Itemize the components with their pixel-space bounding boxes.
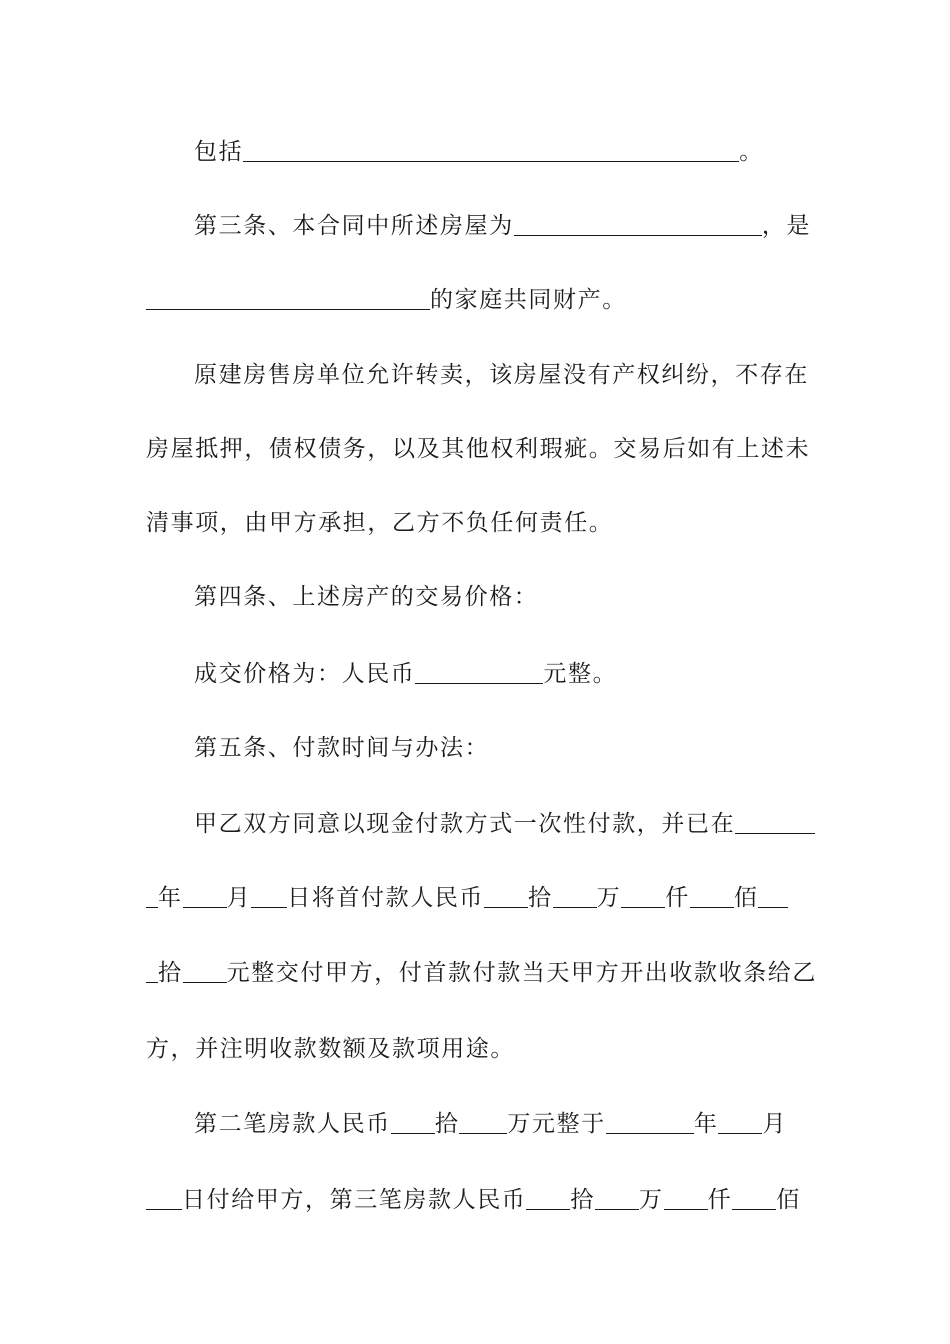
fill-in-blank [146, 981, 158, 983]
text-segment: 仟 [707, 1187, 733, 1213]
article-3-continuation [146, 280, 806, 320]
article-3-line [194, 206, 812, 246]
fill-in-blank [183, 906, 227, 908]
text-segment: 。 [739, 139, 764, 165]
text-segment: 方，并注明收款数额及款项用途。 [146, 1036, 515, 1062]
fill-in-blank [664, 1208, 708, 1210]
fill-in-blank [690, 906, 734, 908]
text-segment: 佰 [733, 885, 759, 911]
payment-date-line [146, 878, 806, 918]
text-segment: 清事项，由甲方承担，乙方不负任何责任。 [146, 510, 614, 536]
fill-in-blank [606, 1132, 694, 1134]
paragraph-line [194, 355, 809, 395]
fill-in-blank [553, 906, 597, 908]
text-segment: 第四条、上述房产的交易价格： [194, 584, 539, 610]
fill-in-blank [735, 832, 815, 834]
text-segment: 元整交付甲方，付首款付款当天甲方开出收款收条给乙 [226, 960, 818, 986]
text-segment: 万 [639, 1187, 664, 1213]
payment-line [194, 804, 806, 844]
paragraph-line [146, 1029, 806, 1069]
fill-in-blank [484, 906, 528, 908]
text-segment: 月 [226, 885, 252, 911]
payment-amount-line [146, 953, 818, 993]
fill-in-blank [621, 906, 665, 908]
fill-in-blank [146, 308, 430, 310]
text-segment: 的家庭共同财产。 [430, 287, 627, 313]
text-segment: 成交价格为：人民币 [194, 661, 416, 687]
fill-in-blank [243, 160, 739, 162]
text-segment: 拾 [158, 960, 183, 986]
text-segment: 房屋抵押，债权债务，以及其他权利瑕疵。交易后如有上述未 [146, 436, 811, 462]
third-payment-line [146, 1180, 806, 1220]
fill-in-blank [146, 906, 158, 908]
text-segment: 第三条、本合同中所述房屋为 [194, 213, 514, 239]
paragraph-line [146, 429, 811, 469]
text-segment: 原建房售房单位允许转卖，该房屋没有产权纠纷，不存在 [194, 362, 809, 388]
text-segment: 包括 [194, 139, 244, 165]
text-segment: 万元整于 [507, 1111, 606, 1137]
text-segment: 年 [693, 1111, 719, 1137]
text-segment: 拾 [434, 1111, 460, 1137]
clause-includes-line [194, 132, 806, 172]
fill-in-blank [459, 1132, 507, 1134]
text-segment: 月 [762, 1111, 788, 1137]
fill-in-blank [758, 906, 788, 908]
text-segment: 仟 [665, 885, 690, 911]
fill-in-blank [732, 1208, 776, 1210]
fill-in-blank [146, 1208, 182, 1210]
transaction-price-line [194, 654, 806, 694]
text-segment: 第五条、付款时间与办法： [194, 735, 490, 761]
article-4-heading [194, 577, 806, 617]
fill-in-blank [718, 1132, 762, 1134]
second-payment-line [194, 1104, 806, 1144]
text-segment: 甲乙双方同意以现金付款方式一次性付款，并已在 [194, 811, 736, 837]
fill-in-blank [183, 981, 227, 983]
text-segment: ，是 [761, 213, 812, 239]
paragraph-line [146, 503, 806, 543]
text-segment: 日将首付款人民币 [287, 885, 485, 911]
fill-in-blank [514, 234, 762, 236]
text-segment: 拾 [570, 1187, 596, 1213]
fill-in-blank [595, 1208, 639, 1210]
fill-in-blank [391, 1132, 435, 1134]
text-segment: 年 [158, 885, 183, 911]
text-segment: 佰 [776, 1187, 801, 1213]
text-segment: 万 [596, 885, 622, 911]
fill-in-blank [415, 682, 543, 684]
fill-in-blank [526, 1208, 570, 1210]
text-segment: 第二笔房款人民币 [194, 1111, 391, 1137]
text-segment: 日付给甲方，第三笔房款人民币 [182, 1187, 527, 1213]
text-segment: 元整。 [543, 661, 618, 687]
article-5-heading [194, 728, 806, 768]
fill-in-blank [251, 906, 287, 908]
text-segment: 拾 [528, 885, 553, 911]
